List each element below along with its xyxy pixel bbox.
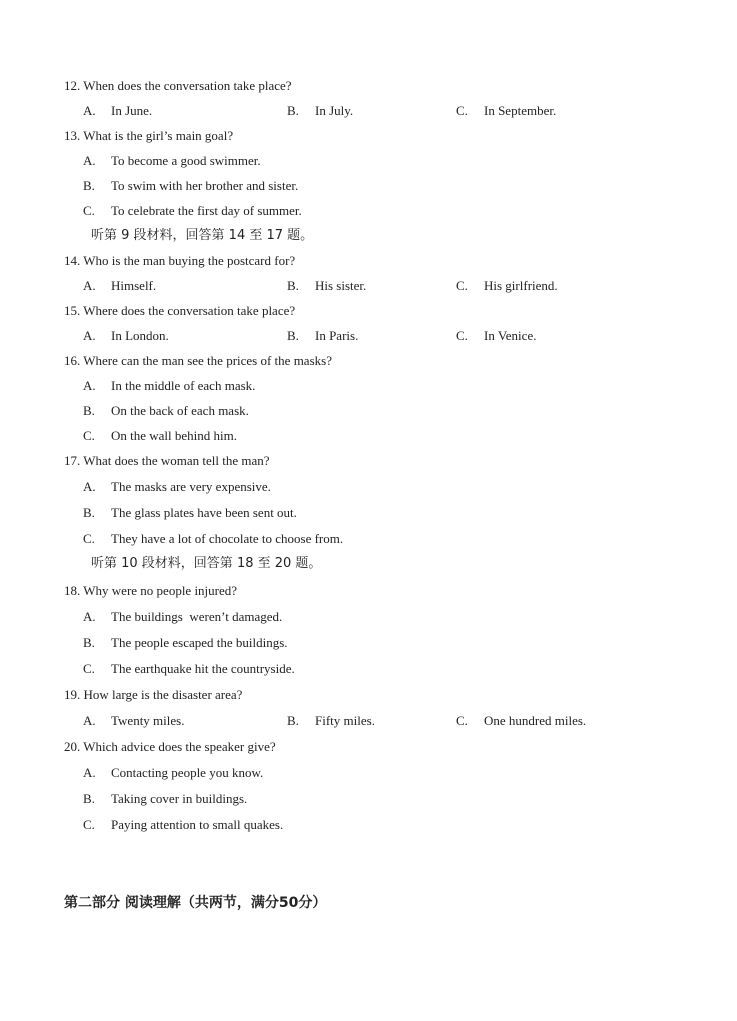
option-a: A. Himself. <box>83 278 157 293</box>
question-16-option-b: B. On the back of each mask. <box>83 403 249 418</box>
question-17-stem: 17. What does the woman tell the man? <box>64 453 270 468</box>
section-material-9: 听第 9 段材料，回答第 14 至 17 题。 <box>91 228 314 243</box>
question-18-option-c: C. The earthquake hit the countryside. <box>83 661 295 676</box>
option-a: A. In June. <box>83 103 153 118</box>
question-20-option-b: B. Taking cover in buildings. <box>83 791 248 806</box>
option-a: A. In London. <box>83 328 169 343</box>
question-18-option-a: A. The buildings weren’t damaged. <box>83 609 283 624</box>
option-c: C. In Venice. <box>456 328 537 343</box>
option-c: C. One hundred miles. <box>456 713 587 728</box>
option-b: B. His sister. <box>287 278 367 293</box>
question-12-stem: 12. When does the conversation take place? <box>64 78 292 93</box>
question-16-stem: 16. Where can the man see the prices of the masks? <box>64 353 332 368</box>
part-2-heading: 第二部分 阅读理解（共两节，满分50分） <box>64 895 327 911</box>
question-20-stem: 20. Which advice does the speaker give? <box>64 739 276 754</box>
question-13-option-a: A. To become a good swimmer. <box>83 153 261 168</box>
question-20-option-c: C. Paying attention to small quakes. <box>83 817 284 832</box>
question-17-option-a: A. The masks are very expensive. <box>83 479 271 494</box>
section-material-10: 听第 10 段材料，回答第 18 至 20 题。 <box>91 556 322 571</box>
question-19-stem: 19. How large is the disaster area? <box>64 687 243 702</box>
question-15-stem: 15. Where does the conversation take place? <box>64 303 296 318</box>
question-16-option-c: C. On the wall behind him. <box>83 428 238 443</box>
option-c: C. In September. <box>456 103 557 118</box>
question-13-option-c: C. To celebrate the first day of summer. <box>83 203 302 218</box>
question-17-option-b: B. The glass plates have been sent out. <box>83 505 297 520</box>
option-b: B. In July. <box>287 103 354 118</box>
question-17-option-c: C. They have a lot of chocolate to choose from. <box>83 531 344 546</box>
question-20-option-a: A. Contacting people you know. <box>83 765 264 780</box>
option-b: B. In Paris. <box>287 328 359 343</box>
question-13-stem: 13. What is the girl’s main goal? <box>64 128 234 143</box>
option-b: B. Fifty miles. <box>287 713 375 728</box>
question-18-stem: 18. Why were no people injured? <box>64 583 238 598</box>
question-14-stem: 14. Who is the man buying the postcard for? <box>64 253 296 268</box>
question-13-option-b: B. To swim with her brother and sister. <box>83 178 299 193</box>
question-18-option-b: B. The people escaped the buildings. <box>83 635 288 650</box>
option-a: A. Twenty miles. <box>83 713 185 728</box>
question-16-option-a: A. In the middle of each mask. <box>83 378 256 393</box>
option-c: C. His girlfriend. <box>456 278 558 293</box>
